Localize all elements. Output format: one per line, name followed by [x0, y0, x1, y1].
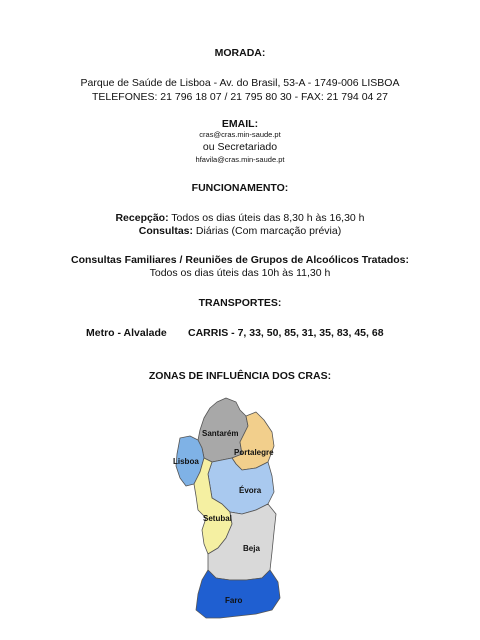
reception-label: Recepção: [115, 212, 169, 224]
reception-text: Todos os dias úteis das 8,30 h às 16,30 h [168, 212, 365, 224]
region-label-setubal: Setubal [203, 514, 232, 523]
region-label-faro: Faro [225, 596, 243, 605]
reception-hours [0, 212, 480, 225]
region-label-lisboa: Lisboa [173, 457, 199, 466]
morada-address: Parque de Saúde de Lisboa - Av. do Brasil, 53-A - 1749-006 LISBOA [80, 77, 400, 89]
family-consults-hours: Todos os dias úteis das 10h às 11,30 h [149, 267, 331, 279]
metro-line: Metro - Alvalade [86, 327, 167, 339]
region-label-portalegre: Portalegre [234, 448, 274, 457]
morada-phones: TELEFONES: 21 796 18 07 / 21 795 80 30 - FAX: 21 794 04 27 [92, 91, 388, 103]
region-label-santarem: Santarém [202, 429, 239, 438]
email-address-primary: cras@cras.min-saude.pt [199, 130, 281, 139]
email-address-secretariat: hfavila@cras.min-saude.pt [195, 155, 285, 164]
transportes-heading: TRANSPORTES: [198, 297, 282, 309]
email-alt-label: ou Secretariado [202, 141, 278, 153]
consults-hours [0, 225, 480, 238]
morada-heading: MORADA: [214, 47, 266, 59]
cras-influence-map [160, 392, 290, 627]
transport-row [0, 327, 480, 340]
region-label-evora: Évora [239, 486, 262, 495]
consults-text: Diárias (Com marcação prévia) [193, 225, 342, 237]
email-heading: EMAIL: [221, 118, 259, 130]
consults-label: Consultas: [138, 225, 194, 237]
funcionamento-heading: FUNCIONAMENTO: [191, 182, 289, 194]
carris-lines: CARRIS - 7, 33, 50, 85, 31, 35, 83, 45, 68 [188, 327, 384, 339]
region-label-beja: Beja [243, 544, 260, 553]
zonas-heading: ZONAS DE INFLUÊNCIA DOS CRAS: [148, 370, 332, 382]
family-consults-title: Consultas Familiares / Reuniões de Grupos de Alcoólicos Tratados: [70, 254, 410, 266]
